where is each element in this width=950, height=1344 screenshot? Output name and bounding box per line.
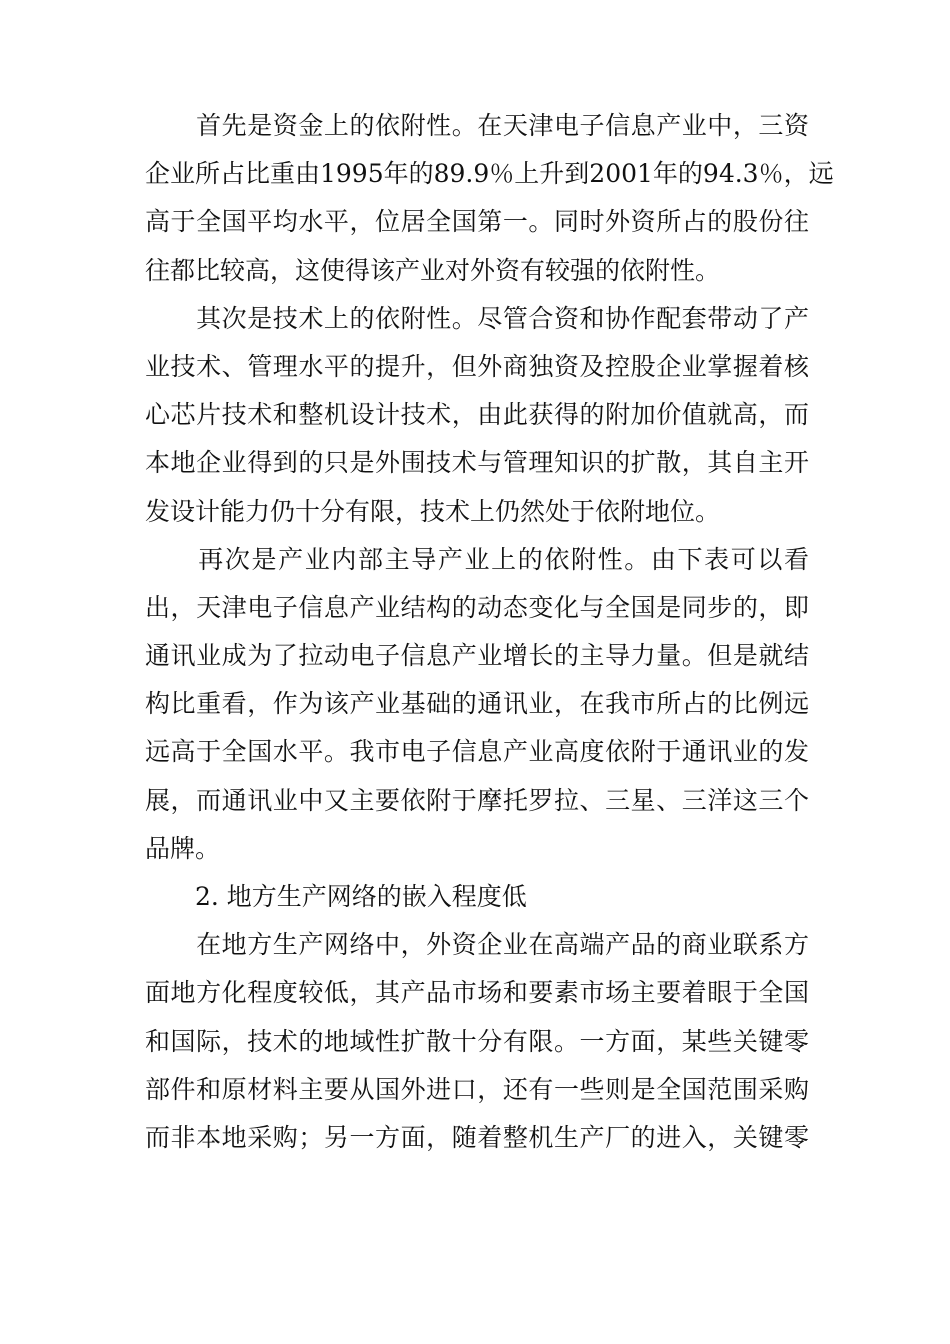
section-heading: 2. 地方生产网络的嵌入程度低 [145,882,527,911]
text-line: 高于全国平均水平，位居全国第一。同时外资所占的股份往 [145,207,809,237]
text-line: 其次是技术上的依附性。尽管合资和协作配套带动了产 [145,303,809,333]
text-line: 部件和原材料主要从国外进口，还有一些则是全国范围采购 [145,1074,809,1104]
text-line: 构比重看，作为该产业基础的通讯业，在我市所占的比例远 [145,689,809,719]
text-line: 发设计能力仍十分有限，技术上仍然处于依附地位。 [145,496,721,526]
text-line: 而非本地采购；另一方面，随着整机生产厂的进入，关键零 [145,1122,809,1152]
text-line: 通讯业成为了拉动电子信息产业增长的主导力量。但是就结 [145,641,809,671]
text-line: 本地企业得到的只是外围技术与管理知识的扩散，其自主开 [145,448,809,478]
text-line: 面地方化程度较低，其产品市场和要素市场主要着眼于全国 [145,978,809,1008]
text-line: 再次是产业内部主导产业上的依附性。由下表可以看 [145,544,809,574]
text-line: 首先是资金上的依附性。在天津电子信息产业中，三资 [145,111,809,140]
text-line: 企业所占比重由1995年的89.9％上升到2001年的94.3％，远 [145,159,834,189]
body-text [145,102,834,1162]
text-line: 展，而通讯业中又主要依附于摩托罗拉、三星、三洋这三个 [145,785,809,815]
text-line: 远高于全国水平。我市电子信息产业高度依附于通讯业的发 [145,737,809,767]
text-line: 和国际，技术的地域性扩散十分有限。一方面，某些关键零 [145,1026,809,1056]
text-line: 出，天津电子信息产业结构的动态变化与全国是同步的，即 [145,592,809,622]
text-line: 品牌。 [145,833,221,863]
text-line: 在地方生产网络中，外资企业在高端产品的商业联系方 [145,930,809,960]
text-line: 业技术、管理水平的提升，但外商独资及控股企业掌握着核 [145,351,809,381]
text-line: 心芯片技术和整机设计技术，由此获得的附加价值就高，而 [145,400,809,430]
text-line: 往都比较高，这使得该产业对外资有较强的依附性。 [145,255,721,285]
